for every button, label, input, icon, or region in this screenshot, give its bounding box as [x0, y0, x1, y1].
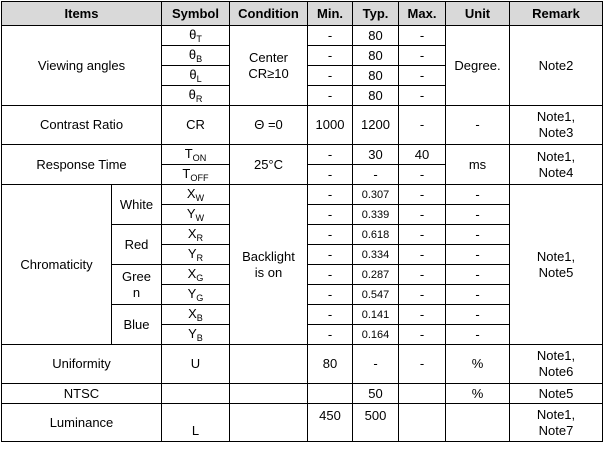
viewing-unit: Degree. — [446, 26, 510, 106]
chromaticity-item: Chromaticity — [2, 185, 112, 345]
response-condition: 25°C — [230, 145, 308, 185]
header-symbol: Symbol — [162, 2, 230, 26]
viewing-condition: Center CR≥10 — [230, 26, 308, 106]
viewing-min: - — [308, 66, 353, 86]
chroma-symbol: $Y_R$ — [162, 245, 230, 265]
viewing-typ: 80 — [353, 46, 399, 66]
contrast-min: 1000 — [308, 106, 353, 145]
chroma-unit: - — [446, 265, 510, 285]
chroma-min: - — [308, 285, 353, 305]
viewing-typ: 80 — [353, 66, 399, 86]
viewing-typ: 80 — [353, 86, 399, 106]
luminance-max — [399, 404, 446, 442]
luminance-typ: 500 — [353, 404, 399, 442]
chroma-max: - — [399, 285, 446, 305]
viewing-max: - — [399, 26, 446, 46]
header-items: Items — [2, 2, 162, 26]
chroma-min: - — [308, 185, 353, 205]
viewing-typ: 80 — [353, 26, 399, 46]
chroma-unit: - — [446, 225, 510, 245]
viewing-symbol: $\theta_R$ — [162, 86, 230, 106]
viewing-min: - — [308, 46, 353, 66]
viewing-max: - — [399, 46, 446, 66]
luminance-symbol: L — [162, 404, 230, 442]
uniformity-item: Uniformity — [2, 345, 162, 384]
header-unit: Unit — [446, 2, 510, 26]
chroma-unit: - — [446, 245, 510, 265]
table-row — [2, 404, 603, 442]
chroma-remark: Note1, Note5 — [510, 185, 603, 345]
response-max: - — [399, 165, 446, 185]
response-typ: - — [353, 165, 399, 185]
chroma-min: - — [308, 305, 353, 325]
uniformity-min: 80 — [308, 345, 353, 384]
header-remark: Remark — [510, 2, 603, 26]
table-row — [2, 185, 603, 205]
chroma-max: - — [399, 305, 446, 325]
response-max: 40 — [399, 145, 446, 165]
viewing-max: - — [399, 66, 446, 86]
chroma-unit: - — [446, 325, 510, 345]
chroma-max: - — [399, 185, 446, 205]
chroma-min: - — [308, 325, 353, 345]
viewing-max: - — [399, 86, 446, 106]
viewing-remark: Note2 — [510, 26, 603, 106]
response-remark: Note1, Note4 — [510, 145, 603, 185]
viewing-angles-item: Viewing angles — [2, 26, 162, 106]
chroma-max: - — [399, 225, 446, 245]
chroma-max: - — [399, 205, 446, 225]
viewing-min: - — [308, 86, 353, 106]
contrast-max: - — [399, 106, 446, 145]
optical-spec-table — [1, 1, 603, 442]
chroma-typ: 0.334 — [353, 245, 399, 265]
luminance-min: 450 — [308, 404, 353, 442]
contrast-symbol: CR — [162, 106, 230, 145]
chroma-symbol: $X_B$ — [162, 305, 230, 325]
ntsc-remark: Note5 — [510, 384, 603, 404]
viewing-symbol: $\theta_B$ — [162, 46, 230, 66]
uniformity-unit: % — [446, 345, 510, 384]
chroma-symbol: $X_G$ — [162, 265, 230, 285]
table-row — [2, 384, 603, 404]
header-row — [2, 2, 603, 26]
response-symbol: $T_{ON}$ — [162, 145, 230, 165]
header-condition: Condition — [230, 2, 308, 26]
chroma-color-green: Gree n — [112, 265, 162, 305]
table-row — [2, 26, 603, 46]
chroma-unit: - — [446, 205, 510, 225]
luminance-condition — [230, 404, 308, 442]
chroma-max: - — [399, 265, 446, 285]
table-row — [2, 106, 603, 145]
response-min: - — [308, 145, 353, 165]
chroma-unit: - — [446, 305, 510, 325]
uniformity-typ: - — [353, 345, 399, 384]
ntsc-min — [308, 384, 353, 404]
uniformity-remark: Note1, Note6 — [510, 345, 603, 384]
ntsc-symbol — [162, 384, 230, 404]
chroma-min: - — [308, 205, 353, 225]
chroma-symbol: $X_W$ — [162, 185, 230, 205]
viewing-symbol: $\theta_L$ — [162, 66, 230, 86]
response-unit: ms — [446, 145, 510, 185]
chroma-typ: 0.307 — [353, 185, 399, 205]
chroma-symbol: $Y_W$ — [162, 205, 230, 225]
chroma-typ: 0.547 — [353, 285, 399, 305]
table-row — [2, 345, 603, 384]
table-row — [2, 145, 603, 165]
chroma-min: - — [308, 245, 353, 265]
contrast-unit: - — [446, 106, 510, 145]
response-item: Response Time — [2, 145, 162, 185]
response-typ: 30 — [353, 145, 399, 165]
luminance-unit — [446, 404, 510, 442]
luminance-item: Luminance — [2, 404, 162, 442]
header-typ: Typ. — [353, 2, 399, 26]
chroma-color-blue: Blue — [112, 305, 162, 345]
chroma-typ: 0.339 — [353, 205, 399, 225]
chroma-symbol: $Y_G$ — [162, 285, 230, 305]
viewing-symbol: $\theta_T$ — [162, 26, 230, 46]
chroma-color-white: White — [112, 185, 162, 225]
contrast-condition: Θ =0 — [230, 106, 308, 145]
ntsc-typ: 50 — [353, 384, 399, 404]
chroma-typ: 0.141 — [353, 305, 399, 325]
chroma-symbol: $X_R$ — [162, 225, 230, 245]
chroma-color-red: Red — [112, 225, 162, 265]
ntsc-condition — [230, 384, 308, 404]
chroma-unit: - — [446, 285, 510, 305]
chroma-condition: Backlight is on — [230, 185, 308, 345]
luminance-remark: Note1, Note7 — [510, 404, 603, 442]
chroma-min: - — [308, 265, 353, 285]
chroma-typ: 0.287 — [353, 265, 399, 285]
contrast-remark: Note1, Note3 — [510, 106, 603, 145]
contrast-typ: 1200 — [353, 106, 399, 145]
contrast-item: Contrast Ratio — [2, 106, 162, 145]
chroma-unit: - — [446, 185, 510, 205]
chroma-symbol: $Y_B$ — [162, 325, 230, 345]
uniformity-condition — [230, 345, 308, 384]
ntsc-unit: % — [446, 384, 510, 404]
chroma-max: - — [399, 245, 446, 265]
uniformity-max: - — [399, 345, 446, 384]
response-symbol: $T_{OFF}$ — [162, 165, 230, 185]
viewing-min: - — [308, 26, 353, 46]
chroma-typ: 0.618 — [353, 225, 399, 245]
header-min: Min. — [308, 2, 353, 26]
chroma-min: - — [308, 225, 353, 245]
uniformity-symbol: U — [162, 345, 230, 384]
chroma-max: - — [399, 325, 446, 345]
chroma-typ: 0.164 — [353, 325, 399, 345]
response-min: - — [308, 165, 353, 185]
ntsc-max — [399, 384, 446, 404]
ntsc-item: NTSC — [2, 384, 162, 404]
header-max: Max. — [399, 2, 446, 26]
